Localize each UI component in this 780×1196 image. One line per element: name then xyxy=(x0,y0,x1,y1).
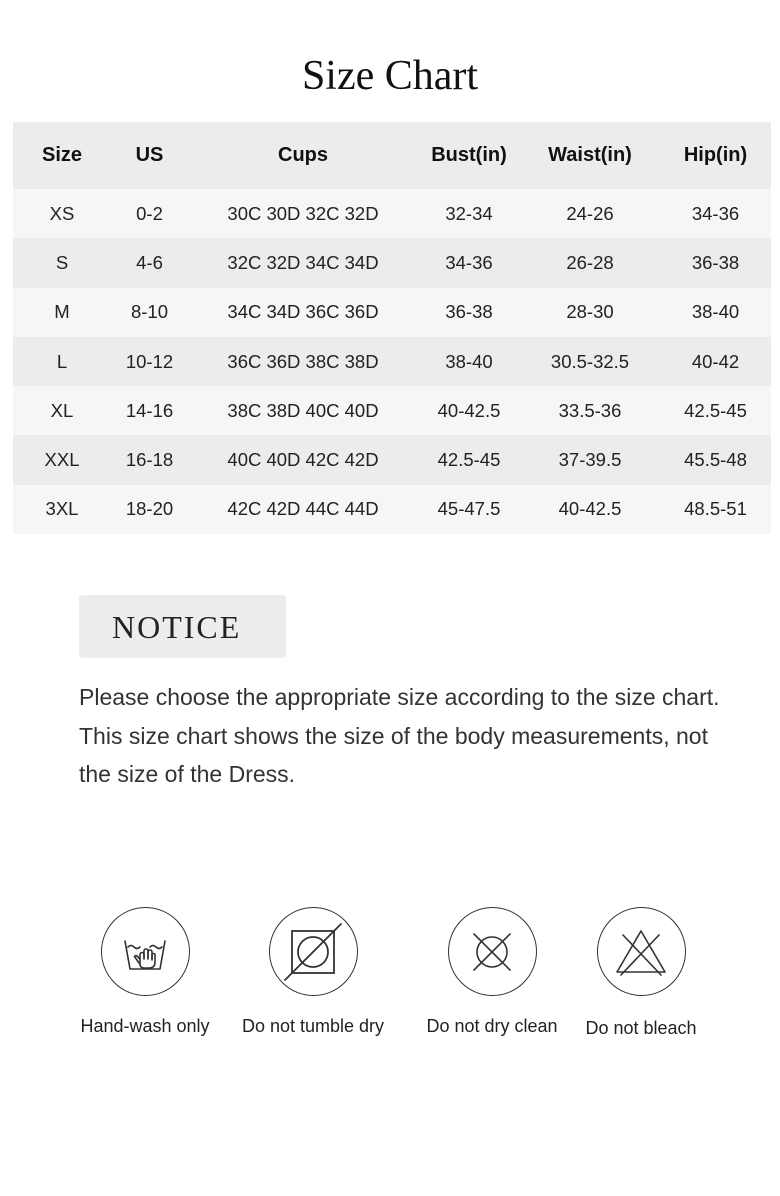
cell-bust: 38-40 xyxy=(445,350,493,372)
hand-wash-icon xyxy=(101,907,190,996)
notice-title: NOTICE xyxy=(112,609,242,645)
cell-cups: 40C 40D 42C 42D xyxy=(227,449,379,471)
table-row xyxy=(13,288,771,337)
cell-us: 10-12 xyxy=(125,350,174,372)
cell-cups: 30C 30D 32C 32D xyxy=(227,202,379,224)
no-dry-clean-icon xyxy=(448,907,537,996)
care-item-hand-wash xyxy=(65,907,225,1037)
table-row xyxy=(13,386,771,435)
care-label: Do not dry clean xyxy=(426,1016,558,1036)
table-row xyxy=(13,238,771,287)
header-us: US xyxy=(135,144,164,166)
notice-line: This size chart shows the size of the body measurements, not the size of the Dress. xyxy=(79,722,708,787)
cell-bust: 34-36 xyxy=(445,251,493,273)
cell-hip: 42.5-45 xyxy=(684,399,747,421)
header-size: Size xyxy=(41,144,83,166)
table-row xyxy=(13,485,771,534)
cell-size: L xyxy=(56,350,68,372)
no-tumble-dry-icon xyxy=(269,907,358,996)
cell-waist: 26-28 xyxy=(566,251,614,273)
cell-bust: 42.5-45 xyxy=(437,449,501,471)
cell-bust: 40-42.5 xyxy=(437,399,501,421)
cell-size: M xyxy=(54,301,70,323)
care-label: Do not tumble dry xyxy=(241,1016,385,1036)
header-hip: Hip(in) xyxy=(683,144,748,166)
cell-hip: 34-36 xyxy=(691,202,740,224)
notice-line: Please choose the appropriate size according to the size chart. xyxy=(79,684,720,710)
cell-size: XXL xyxy=(44,449,80,471)
cell-size: S xyxy=(55,251,69,273)
cell-hip: 40-42 xyxy=(691,350,740,372)
care-label: Hand-wash only xyxy=(80,1016,210,1036)
cell-cups: 38C 38D 40C 40D xyxy=(227,399,379,421)
header-waist: Waist(in) xyxy=(548,144,632,166)
cell-bust: 45-47.5 xyxy=(437,498,501,520)
cell-hip: 48.5-51 xyxy=(684,498,747,520)
cell-waist: 33.5-36 xyxy=(558,399,622,421)
page-title: Size Chart xyxy=(301,53,479,99)
notice-text xyxy=(79,678,729,794)
header-cups: Cups xyxy=(278,144,328,166)
cell-size: XL xyxy=(50,399,74,421)
table-row xyxy=(13,435,771,484)
cell-hip: 38-40 xyxy=(691,301,740,323)
cell-waist: 40-42.5 xyxy=(558,498,622,520)
cell-us: 8-10 xyxy=(130,301,169,323)
care-item-no-dry-clean xyxy=(412,907,572,1037)
cell-us: 18-20 xyxy=(125,498,174,520)
table-row xyxy=(13,189,771,238)
cell-hip: 36-38 xyxy=(691,251,740,273)
cell-us: 14-16 xyxy=(125,399,174,421)
no-bleach-icon xyxy=(597,907,686,996)
cell-waist: 37-39.5 xyxy=(558,449,622,471)
table-header-row xyxy=(13,122,771,189)
cell-waist: 30.5-32.5 xyxy=(550,350,630,372)
cell-us: 4-6 xyxy=(136,251,163,273)
care-label: Do not bleach xyxy=(585,1018,697,1038)
cell-cups: 36C 36D 38C 38D xyxy=(227,350,379,372)
cell-bust: 36-38 xyxy=(445,301,493,323)
cell-waist: 28-30 xyxy=(566,301,614,323)
cell-cups: 32C 32D 34C 34D xyxy=(227,251,379,273)
care-item-no-bleach xyxy=(561,907,721,1039)
cell-us: 0-2 xyxy=(136,202,163,224)
table-row xyxy=(13,337,771,386)
cell-waist: 24-26 xyxy=(566,202,614,224)
cell-size: 3XL xyxy=(45,498,79,520)
cell-cups: 42C 42D 44C 44D xyxy=(227,498,379,520)
size-chart-table xyxy=(13,122,771,534)
cell-size: XS xyxy=(49,202,75,224)
cell-hip: 45.5-48 xyxy=(684,449,747,471)
cell-bust: 32-34 xyxy=(445,202,493,224)
care-item-no-tumble-dry xyxy=(233,907,393,1037)
header-bust: Bust(in) xyxy=(431,144,507,166)
cell-us: 16-18 xyxy=(125,449,174,471)
notice-box xyxy=(79,595,286,658)
cell-cups: 34C 34D 36C 36D xyxy=(227,301,379,323)
